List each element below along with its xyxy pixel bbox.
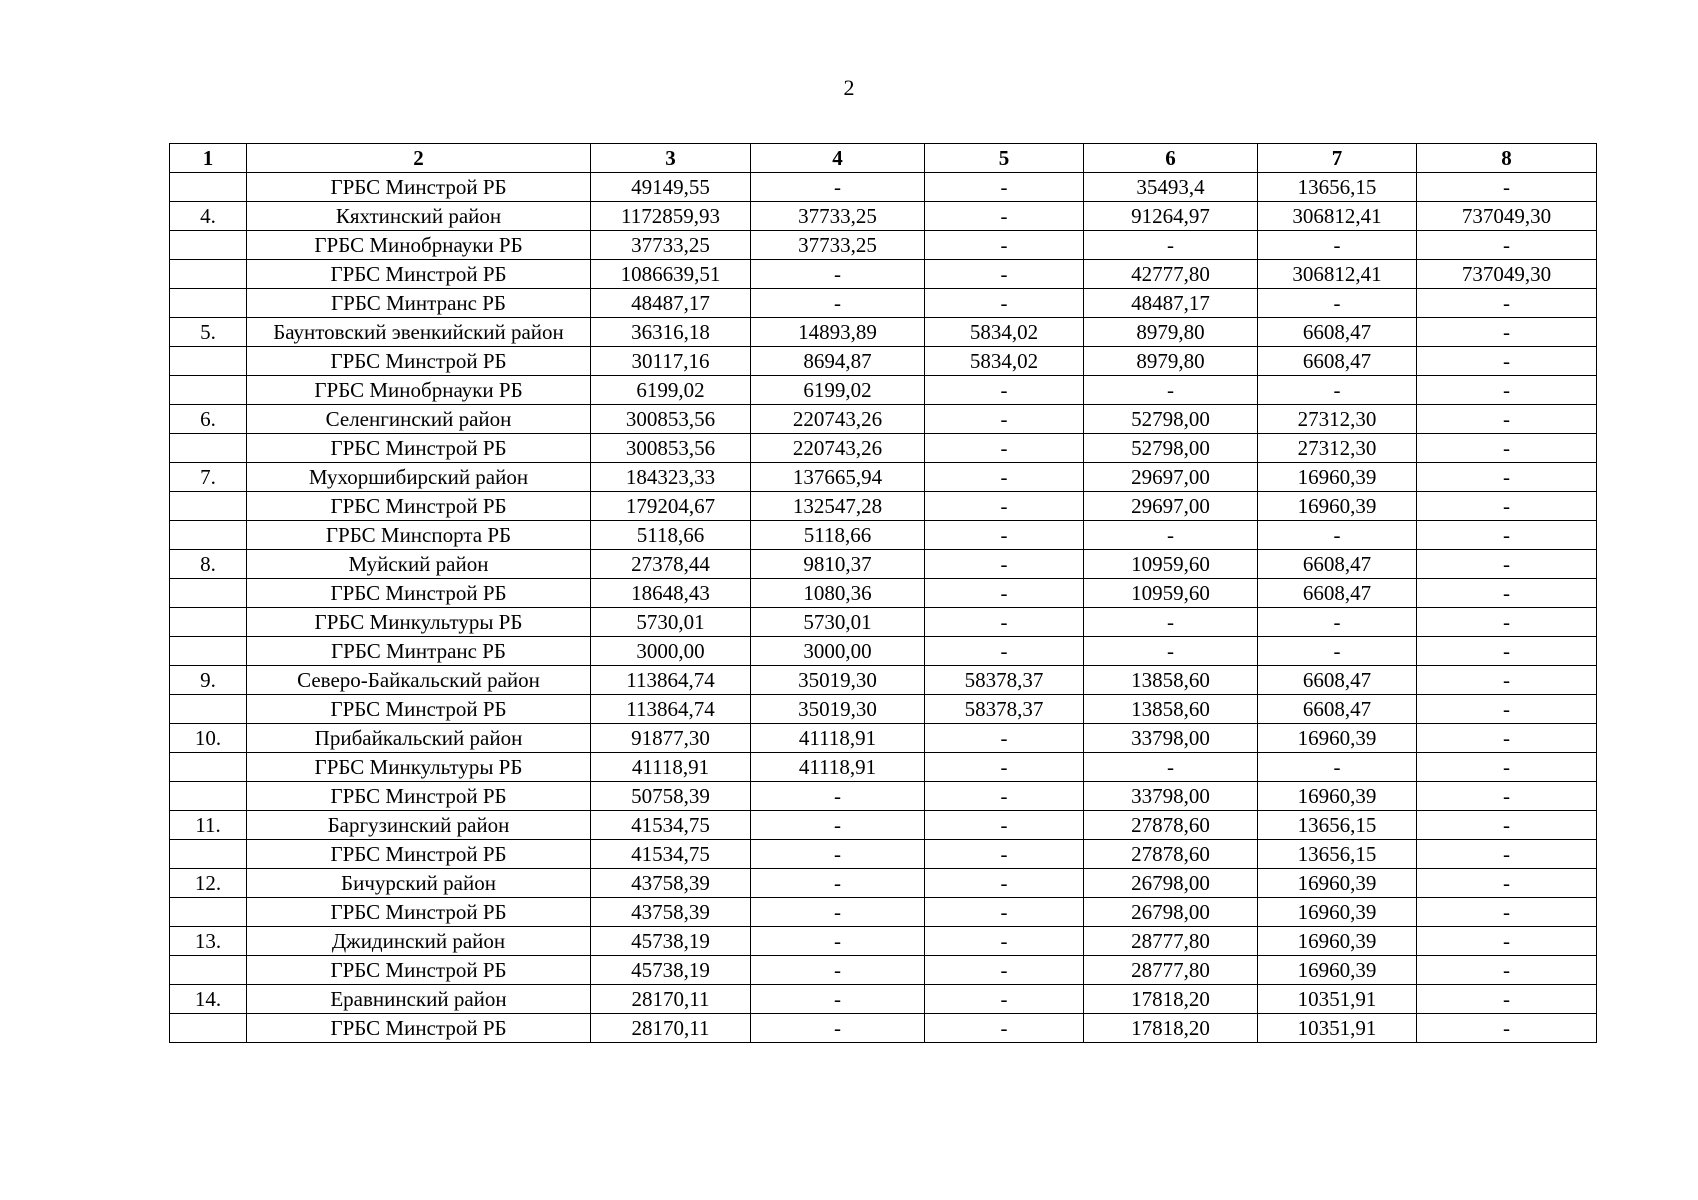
col5-cell: - — [925, 376, 1084, 405]
col5-cell: - — [925, 782, 1084, 811]
col8-cell: - — [1417, 840, 1597, 869]
col4-cell: 6199,02 — [751, 376, 925, 405]
table-header-row — [170, 144, 1597, 173]
col8-cell: - — [1417, 405, 1597, 434]
col3-cell: 91877,30 — [591, 724, 751, 753]
col6-cell: 10959,60 — [1084, 550, 1258, 579]
name-cell: ГРБС Минстрой РБ — [247, 840, 591, 869]
row-number-cell — [170, 521, 247, 550]
col5-cell: - — [925, 927, 1084, 956]
row-number-cell: 9. — [170, 666, 247, 695]
col5-cell: - — [925, 521, 1084, 550]
col8-cell: - — [1417, 956, 1597, 985]
col7-cell: 27312,30 — [1258, 434, 1417, 463]
col6-cell: 27878,60 — [1084, 840, 1258, 869]
col8-cell: - — [1417, 695, 1597, 724]
table-row — [170, 898, 1597, 927]
table-row — [170, 608, 1597, 637]
col6-cell: - — [1084, 376, 1258, 405]
table-row — [170, 811, 1597, 840]
column-header: 7 — [1258, 144, 1417, 173]
col8-cell: - — [1417, 608, 1597, 637]
col8-cell: - — [1417, 231, 1597, 260]
col4-cell: 220743,26 — [751, 405, 925, 434]
row-number-cell — [170, 1014, 247, 1043]
col7-cell: 6608,47 — [1258, 695, 1417, 724]
col4-cell: 5730,01 — [751, 608, 925, 637]
col6-cell: 29697,00 — [1084, 463, 1258, 492]
col4-cell: 37733,25 — [751, 231, 925, 260]
column-header: 4 — [751, 144, 925, 173]
col7-cell: - — [1258, 231, 1417, 260]
col7-cell: 16960,39 — [1258, 463, 1417, 492]
col4-cell: 41118,91 — [751, 753, 925, 782]
name-cell: ГРБС Минспорта РБ — [247, 521, 591, 550]
name-cell: ГРБС Минстрой РБ — [247, 898, 591, 927]
table-row — [170, 173, 1597, 202]
row-number-cell: 12. — [170, 869, 247, 898]
col3-cell: 179204,67 — [591, 492, 751, 521]
table-row — [170, 260, 1597, 289]
name-cell: Муйский район — [247, 550, 591, 579]
table-row — [170, 289, 1597, 318]
row-number-cell — [170, 434, 247, 463]
col5-cell: - — [925, 492, 1084, 521]
column-header: 3 — [591, 144, 751, 173]
col6-cell: 42777,80 — [1084, 260, 1258, 289]
table-row — [170, 492, 1597, 521]
name-cell: ГРБС Минстрой РБ — [247, 260, 591, 289]
table-row — [170, 840, 1597, 869]
name-cell: ГРБС Минтранс РБ — [247, 637, 591, 666]
col4-cell: - — [751, 840, 925, 869]
col3-cell: 48487,17 — [591, 289, 751, 318]
col4-cell: 9810,37 — [751, 550, 925, 579]
table-row — [170, 666, 1597, 695]
col3-cell: 3000,00 — [591, 637, 751, 666]
col5-cell: - — [925, 434, 1084, 463]
name-cell: ГРБС Минобрнауки РБ — [247, 231, 591, 260]
col7-cell: 16960,39 — [1258, 782, 1417, 811]
col3-cell: 43758,39 — [591, 869, 751, 898]
col4-cell: 220743,26 — [751, 434, 925, 463]
col4-cell: - — [751, 1014, 925, 1043]
column-header: 8 — [1417, 144, 1597, 173]
col7-cell: 306812,41 — [1258, 260, 1417, 289]
name-cell: Бичурский район — [247, 869, 591, 898]
row-number-cell — [170, 782, 247, 811]
col4-cell: 37733,25 — [751, 202, 925, 231]
col7-cell: - — [1258, 637, 1417, 666]
row-number-cell — [170, 492, 247, 521]
name-cell: ГРБС Минстрой РБ — [247, 492, 591, 521]
col8-cell: 737049,30 — [1417, 260, 1597, 289]
col8-cell: - — [1417, 492, 1597, 521]
col4-cell: - — [751, 956, 925, 985]
col4-cell: 41118,91 — [751, 724, 925, 753]
row-number-cell — [170, 956, 247, 985]
col5-cell: 58378,37 — [925, 695, 1084, 724]
col4-cell: 3000,00 — [751, 637, 925, 666]
col8-cell: - — [1417, 811, 1597, 840]
row-number-cell — [170, 260, 247, 289]
name-cell: ГРБС Минстрой РБ — [247, 1014, 591, 1043]
col5-cell: - — [925, 898, 1084, 927]
table-row — [170, 637, 1597, 666]
col6-cell: - — [1084, 231, 1258, 260]
row-number-cell — [170, 898, 247, 927]
col8-cell: - — [1417, 724, 1597, 753]
name-cell: Баргузинский район — [247, 811, 591, 840]
col5-cell: - — [925, 753, 1084, 782]
name-cell: Кяхтинский район — [247, 202, 591, 231]
col5-cell: - — [925, 173, 1084, 202]
col6-cell: 52798,00 — [1084, 405, 1258, 434]
col7-cell: 6608,47 — [1258, 318, 1417, 347]
table-row — [170, 318, 1597, 347]
col8-cell: - — [1417, 463, 1597, 492]
name-cell: Северо-Байкальский район — [247, 666, 591, 695]
col7-cell: 10351,91 — [1258, 1014, 1417, 1043]
col8-cell: - — [1417, 318, 1597, 347]
col8-cell: - — [1417, 347, 1597, 376]
col5-cell: - — [925, 869, 1084, 898]
col3-cell: 50758,39 — [591, 782, 751, 811]
table-row — [170, 782, 1597, 811]
col6-cell: 10959,60 — [1084, 579, 1258, 608]
col8-cell: - — [1417, 927, 1597, 956]
col5-cell: - — [925, 608, 1084, 637]
col3-cell: 43758,39 — [591, 898, 751, 927]
column-header: 2 — [247, 144, 591, 173]
col3-cell: 1172859,93 — [591, 202, 751, 231]
page-number: 2 — [843, 75, 855, 100]
col3-cell: 41534,75 — [591, 840, 751, 869]
col7-cell: 10351,91 — [1258, 985, 1417, 1014]
col3-cell: 30117,16 — [591, 347, 751, 376]
table-row — [170, 376, 1597, 405]
col5-cell: 58378,37 — [925, 666, 1084, 695]
col8-cell: - — [1417, 434, 1597, 463]
col3-cell: 18648,43 — [591, 579, 751, 608]
col7-cell: - — [1258, 521, 1417, 550]
col7-cell: 16960,39 — [1258, 927, 1417, 956]
col6-cell: 13858,60 — [1084, 695, 1258, 724]
col8-cell: - — [1417, 376, 1597, 405]
row-number-cell: 8. — [170, 550, 247, 579]
col5-cell: - — [925, 1014, 1084, 1043]
col3-cell: 113864,74 — [591, 666, 751, 695]
col8-cell: - — [1417, 898, 1597, 927]
col6-cell: - — [1084, 637, 1258, 666]
col7-cell: - — [1258, 753, 1417, 782]
table-row — [170, 434, 1597, 463]
col7-cell: 16960,39 — [1258, 898, 1417, 927]
col3-cell: 1086639,51 — [591, 260, 751, 289]
col6-cell: 28777,80 — [1084, 927, 1258, 956]
col7-cell: 6608,47 — [1258, 666, 1417, 695]
col7-cell: 16960,39 — [1258, 869, 1417, 898]
col5-cell: - — [925, 202, 1084, 231]
col7-cell: - — [1258, 608, 1417, 637]
col6-cell: 17818,20 — [1084, 1014, 1258, 1043]
row-number-cell: 4. — [170, 202, 247, 231]
col4-cell: - — [751, 260, 925, 289]
row-number-cell: 11. — [170, 811, 247, 840]
col5-cell: 5834,02 — [925, 347, 1084, 376]
col3-cell: 45738,19 — [591, 927, 751, 956]
col3-cell: 49149,55 — [591, 173, 751, 202]
row-number-cell: 14. — [170, 985, 247, 1014]
table-row — [170, 231, 1597, 260]
col4-cell: - — [751, 782, 925, 811]
name-cell: Мухоршибирский район — [247, 463, 591, 492]
col8-cell: - — [1417, 985, 1597, 1014]
row-number-cell: 5. — [170, 318, 247, 347]
col5-cell: - — [925, 724, 1084, 753]
col8-cell: - — [1417, 173, 1597, 202]
col8-cell: - — [1417, 521, 1597, 550]
table-row — [170, 1014, 1597, 1043]
col6-cell: 8979,80 — [1084, 318, 1258, 347]
col7-cell: 16960,39 — [1258, 492, 1417, 521]
table-row — [170, 956, 1597, 985]
col5-cell: - — [925, 260, 1084, 289]
row-number-cell — [170, 376, 247, 405]
col4-cell: 1080,36 — [751, 579, 925, 608]
col8-cell: - — [1417, 666, 1597, 695]
name-cell: ГРБС Минкультуры РБ — [247, 608, 591, 637]
table-row — [170, 869, 1597, 898]
col7-cell: 16960,39 — [1258, 724, 1417, 753]
col7-cell: - — [1258, 376, 1417, 405]
col4-cell: - — [751, 898, 925, 927]
col8-cell: - — [1417, 753, 1597, 782]
col6-cell: - — [1084, 753, 1258, 782]
col6-cell: 33798,00 — [1084, 782, 1258, 811]
column-header: 1 — [170, 144, 247, 173]
col5-cell: - — [925, 637, 1084, 666]
col7-cell: 27312,30 — [1258, 405, 1417, 434]
col5-cell: - — [925, 550, 1084, 579]
table-row — [170, 463, 1597, 492]
col4-cell: 35019,30 — [751, 666, 925, 695]
col6-cell: - — [1084, 521, 1258, 550]
column-header: 5 — [925, 144, 1084, 173]
col6-cell: 8979,80 — [1084, 347, 1258, 376]
col4-cell: - — [751, 173, 925, 202]
table-row — [170, 405, 1597, 434]
col4-cell: - — [751, 985, 925, 1014]
name-cell: ГРБС Минстрой РБ — [247, 956, 591, 985]
name-cell: Прибайкальский район — [247, 724, 591, 753]
name-cell: ГРБС Минстрой РБ — [247, 782, 591, 811]
col8-cell: - — [1417, 550, 1597, 579]
col5-cell: - — [925, 231, 1084, 260]
row-number-cell: 10. — [170, 724, 247, 753]
col8-cell: - — [1417, 1014, 1597, 1043]
name-cell: ГРБС Минстрой РБ — [247, 173, 591, 202]
name-cell: Еравнинский район — [247, 985, 591, 1014]
row-number-cell — [170, 231, 247, 260]
col6-cell: 91264,97 — [1084, 202, 1258, 231]
col4-cell: 132547,28 — [751, 492, 925, 521]
row-number-cell — [170, 753, 247, 782]
col4-cell: - — [751, 869, 925, 898]
name-cell: ГРБС Минстрой РБ — [247, 695, 591, 724]
col3-cell: 41534,75 — [591, 811, 751, 840]
table-row — [170, 753, 1597, 782]
table-row — [170, 695, 1597, 724]
name-cell: ГРБС Минстрой РБ — [247, 347, 591, 376]
table-row — [170, 550, 1597, 579]
col7-cell: 306812,41 — [1258, 202, 1417, 231]
col5-cell: - — [925, 289, 1084, 318]
col6-cell: 35493,4 — [1084, 173, 1258, 202]
col6-cell: 26798,00 — [1084, 869, 1258, 898]
col3-cell: 6199,02 — [591, 376, 751, 405]
col6-cell: 48487,17 — [1084, 289, 1258, 318]
column-header: 6 — [1084, 144, 1258, 173]
name-cell: ГРБС Минстрой РБ — [247, 434, 591, 463]
row-number-cell — [170, 579, 247, 608]
col4-cell: 5118,66 — [751, 521, 925, 550]
col3-cell: 28170,11 — [591, 1014, 751, 1043]
col8-cell: - — [1417, 579, 1597, 608]
name-cell: ГРБС Минстрой РБ — [247, 579, 591, 608]
col3-cell: 5118,66 — [591, 521, 751, 550]
row-number-cell: 7. — [170, 463, 247, 492]
col5-cell: - — [925, 985, 1084, 1014]
col5-cell: - — [925, 579, 1084, 608]
col3-cell: 36316,18 — [591, 318, 751, 347]
col7-cell: 6608,47 — [1258, 550, 1417, 579]
col3-cell: 27378,44 — [591, 550, 751, 579]
col5-cell: - — [925, 811, 1084, 840]
col4-cell: - — [751, 811, 925, 840]
name-cell: ГРБС Минтранс РБ — [247, 289, 591, 318]
col7-cell: 6608,47 — [1258, 579, 1417, 608]
col3-cell: 113864,74 — [591, 695, 751, 724]
col3-cell: 300853,56 — [591, 434, 751, 463]
col6-cell: 17818,20 — [1084, 985, 1258, 1014]
name-cell: Джидинский район — [247, 927, 591, 956]
col4-cell: - — [751, 927, 925, 956]
budget-table — [169, 143, 1597, 1043]
table-body — [170, 144, 1597, 1043]
col5-cell: 5834,02 — [925, 318, 1084, 347]
col8-cell: 737049,30 — [1417, 202, 1597, 231]
col3-cell: 5730,01 — [591, 608, 751, 637]
row-number-cell — [170, 840, 247, 869]
col4-cell: 14893,89 — [751, 318, 925, 347]
table-row — [170, 347, 1597, 376]
row-number-cell: 13. — [170, 927, 247, 956]
col3-cell: 300853,56 — [591, 405, 751, 434]
col5-cell: - — [925, 405, 1084, 434]
row-number-cell — [170, 695, 247, 724]
col6-cell: 13858,60 — [1084, 666, 1258, 695]
row-number-cell — [170, 173, 247, 202]
name-cell: ГРБС Минкультуры РБ — [247, 753, 591, 782]
col6-cell: 26798,00 — [1084, 898, 1258, 927]
col7-cell: 13656,15 — [1258, 173, 1417, 202]
row-number-cell — [170, 637, 247, 666]
col3-cell: 45738,19 — [591, 956, 751, 985]
col6-cell: - — [1084, 608, 1258, 637]
row-number-cell — [170, 608, 247, 637]
col4-cell: - — [751, 289, 925, 318]
col3-cell: 184323,33 — [591, 463, 751, 492]
col8-cell: - — [1417, 637, 1597, 666]
col5-cell: - — [925, 840, 1084, 869]
name-cell: Селенгинский район — [247, 405, 591, 434]
col7-cell: 13656,15 — [1258, 811, 1417, 840]
table-row — [170, 985, 1597, 1014]
col6-cell: 27878,60 — [1084, 811, 1258, 840]
col7-cell: 13656,15 — [1258, 840, 1417, 869]
row-number-cell — [170, 289, 247, 318]
col5-cell: - — [925, 463, 1084, 492]
col6-cell: 28777,80 — [1084, 956, 1258, 985]
col7-cell: 6608,47 — [1258, 347, 1417, 376]
col4-cell: 35019,30 — [751, 695, 925, 724]
name-cell: Баунтовский эвенкийский район — [247, 318, 591, 347]
name-cell: ГРБС Минобрнауки РБ — [247, 376, 591, 405]
col4-cell: 137665,94 — [751, 463, 925, 492]
col8-cell: - — [1417, 782, 1597, 811]
table-row — [170, 927, 1597, 956]
col4-cell: 8694,87 — [751, 347, 925, 376]
row-number-cell: 6. — [170, 405, 247, 434]
col7-cell: 16960,39 — [1258, 956, 1417, 985]
col7-cell: - — [1258, 289, 1417, 318]
col8-cell: - — [1417, 869, 1597, 898]
col5-cell: - — [925, 956, 1084, 985]
col3-cell: 28170,11 — [591, 985, 751, 1014]
col6-cell: 52798,00 — [1084, 434, 1258, 463]
col8-cell: - — [1417, 289, 1597, 318]
table-row — [170, 202, 1597, 231]
col6-cell: 29697,00 — [1084, 492, 1258, 521]
col6-cell: 33798,00 — [1084, 724, 1258, 753]
col3-cell: 41118,91 — [591, 753, 751, 782]
table-row — [170, 521, 1597, 550]
table-row — [170, 579, 1597, 608]
row-number-cell — [170, 347, 247, 376]
table-row — [170, 724, 1597, 753]
col3-cell: 37733,25 — [591, 231, 751, 260]
